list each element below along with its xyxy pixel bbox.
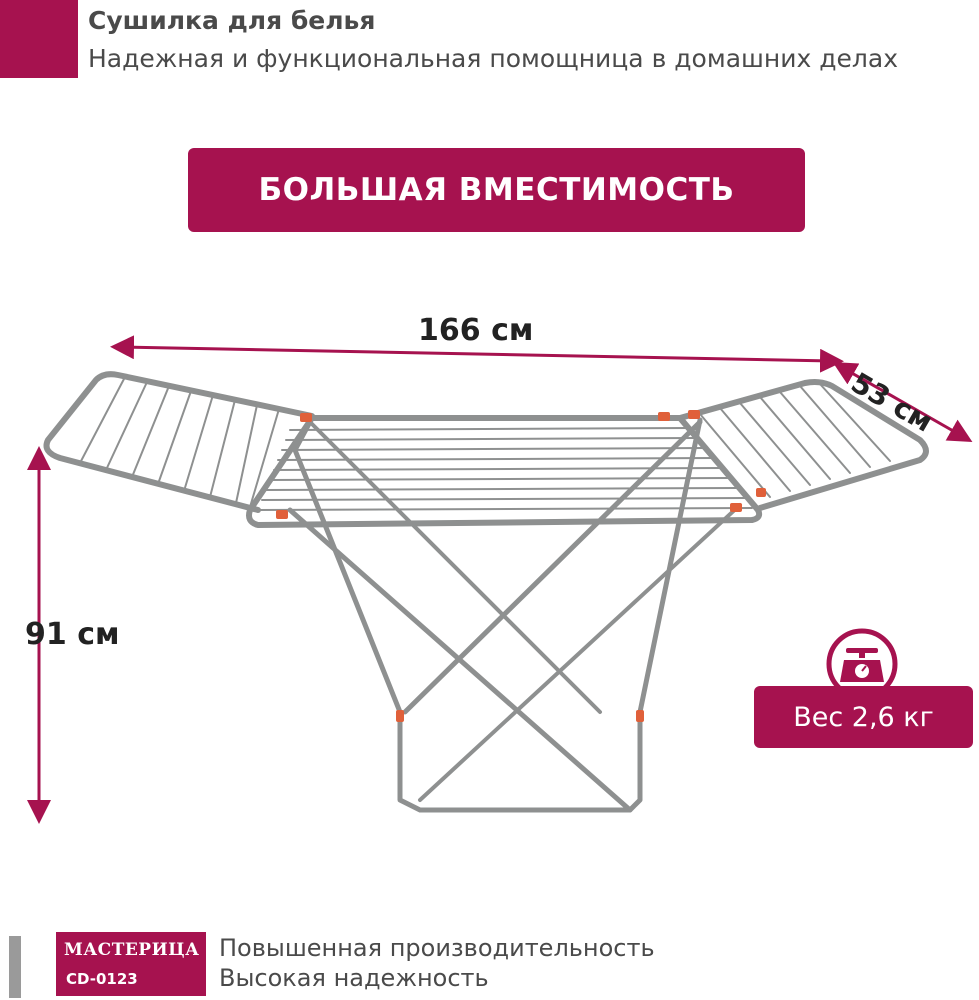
clip	[756, 488, 766, 497]
feature-item-reliability: Высокая надежность	[219, 964, 489, 992]
feature-item-performance: Повышенная производительность	[219, 934, 655, 962]
page-subtitle: Надежная и функциональная помощница в домашних делах	[88, 44, 898, 73]
brand-name: МАСТЕРИЦА	[64, 940, 200, 960]
width-dimension-arrow	[122, 347, 832, 361]
model-number: CD-0123	[66, 970, 138, 988]
dryer-leg-cross-b	[405, 422, 700, 712]
page-title: Сушилка для белья	[88, 6, 376, 35]
height-dimension-label: 91 см	[25, 617, 120, 652]
weight-label: Вес 2,6 кг	[793, 701, 934, 733]
clip	[396, 710, 404, 722]
clip	[688, 410, 700, 419]
weight-badge	[754, 686, 973, 748]
footer-accent-bar	[9, 936, 21, 998]
clip	[658, 412, 670, 421]
clip	[730, 503, 742, 512]
clip	[300, 413, 312, 422]
clip	[636, 710, 644, 722]
width-dimension-label: 166 см	[418, 313, 534, 348]
depth-dimension-label: 53 см	[845, 366, 939, 439]
banner-text: БОЛЬШАЯ ВМЕСТИМОСТЬ	[258, 172, 735, 208]
clip	[276, 510, 288, 519]
brand-logo	[56, 932, 206, 996]
